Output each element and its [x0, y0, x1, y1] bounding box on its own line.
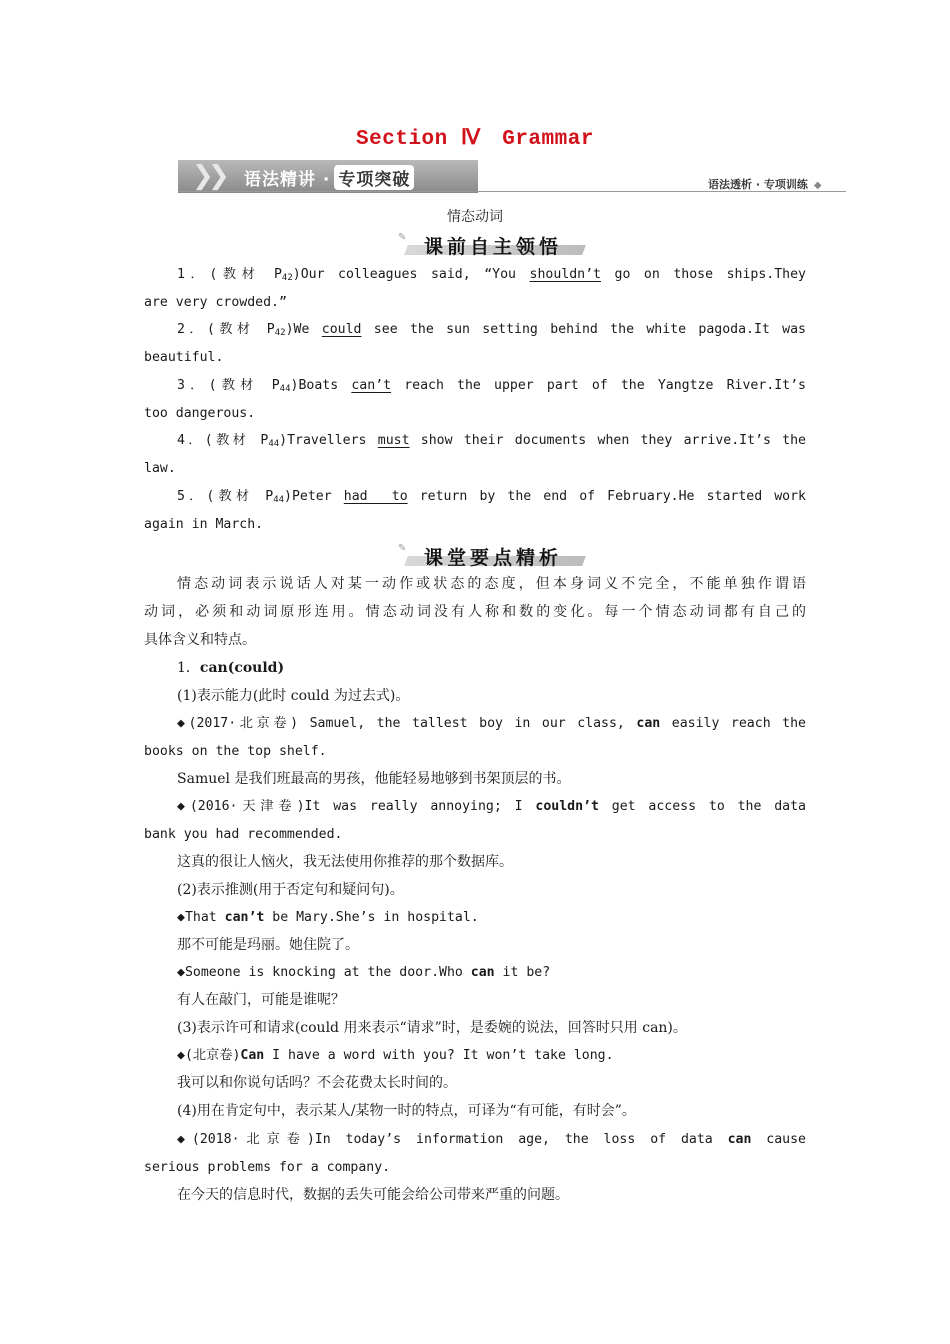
section-banner [178, 160, 478, 193]
pre-class-item-3: 3．(教材 $P_{44})Boats$ can’t reach the upper part of the Yangtze River.It’s [177, 378, 806, 394]
answer-blank: can’t [351, 378, 392, 393]
banner-boxed-label: 专项突破 [334, 165, 414, 190]
intro-line-3: 具体含义和特点。 [144, 632, 256, 648]
pre-class-heading: ✎ 课前自主领悟 [398, 232, 588, 256]
usage-point-4: (4)用在肯定句中，表示某人/某物一时的特点，可译为“有可能，有时会”。 [177, 1103, 636, 1119]
topic-heading: 情态动词 [447, 209, 503, 225]
example-4-translation: 有人在敲门，可能是谁呢？ [177, 992, 345, 1008]
example-1: ◆(2017·北京卷) Samuel, the tallest boy in our class, can easily reach the [177, 716, 806, 731]
banner-label: 语法精讲 · 专项突破 [244, 165, 414, 190]
pencil-icon: ✎ [398, 232, 407, 243]
pre-class-item-4: 4．(教材 $P_{44})Travellers$ must show their documents when they arrive.It’s the [177, 433, 806, 449]
pre-class-item-5: 5．(教材 $P_{44})Peter$ had to return by the end of February.He started work [177, 489, 806, 505]
intro-line-1: 情态动词表示说话人对某一动作或状态的态度，但本身词义不完全，不能单独作谓语 [177, 576, 806, 592]
example-5-translation: 我可以和你说句话吗？不会花费太长时间的。 [177, 1075, 457, 1091]
pre-class-item-1: 1．(教材 $P_{42})Our$ colleagues said, “You shouldn’t go on those ships.They [177, 267, 806, 283]
example-6-translation: 在今天的信息时代，数据的丢失可能会给公司带来严重的问题。 [177, 1187, 569, 1203]
answer-blank: must [377, 433, 410, 448]
example-6-cont: serious problems for a company. [144, 1160, 391, 1175]
diamond-icon: ◆ [813, 180, 822, 191]
pre-class-item-2-cont: beautiful. [144, 350, 224, 365]
usage-point-1: (1)表示能力(此时 could 为过去式)。 [177, 688, 410, 704]
example-6: ◆(2018·北京卷)In today’s information age, the loss of data can cause [177, 1132, 807, 1147]
example-2: ◆(2016·天津卷)It was really annoying; I couldn’t get access to the data [177, 799, 806, 814]
answer-blank: could [321, 322, 362, 337]
example-5: ◆(北京卷)Can I have a word with you? It won’t take long. [177, 1048, 614, 1063]
usage-point-3: (3)表示许可和请求(could 用来表示“请求”时，是委婉的说法，回答时只用 can)。 [177, 1020, 687, 1036]
example-3: ◆That can’t be Mary.She’s in hospital. [177, 910, 479, 925]
example-4: ◆Someone is knocking at the door.Who can it be? [177, 965, 551, 980]
pre-class-item-5-cont: again in March. [144, 517, 264, 532]
usage-point-2: (2)表示推测(用于否定句和疑问句)。 [177, 882, 404, 898]
page-title: Section Ⅳ Grammar [356, 128, 594, 151]
answer-blank: had to [343, 489, 408, 504]
chevron-right-icon: ❯ [208, 161, 230, 191]
chevron-right-icon: ❯ [192, 161, 214, 191]
subsection-title: 1．can(could) [177, 660, 285, 676]
example-1-translation: Samuel 是我们班最高的男孩，他能轻易地够到书架顶层的书。 [177, 771, 571, 787]
in-class-heading: ✎ 课堂要点精析 [398, 543, 588, 567]
intro-line-2: 动词，必须和动词原形连用。情态动词没有人称和数的变化。每一个情态动词都有自己的 [144, 604, 806, 620]
pencil-icon: ✎ [398, 543, 407, 554]
pre-class-item-2: 2．(教材 $P_{42})We$ could see the sun setting behind the white pagoda.It was [177, 322, 806, 338]
banner-right-label: 语法透析 · 专项训练 ◆ [708, 178, 822, 191]
pre-class-item-4-cont: law. [144, 461, 176, 476]
example-1-cont: books on the top shelf. [144, 744, 327, 759]
example-3-translation: 那不可能是玛丽。她住院了。 [177, 937, 359, 953]
answer-blank: shouldn’t [529, 267, 601, 282]
pre-class-item-1-cont: are very crowded.” [144, 295, 287, 310]
example-2-translation: 这真的很让人恼火，我无法使用你推荐的那个数据库。 [177, 854, 513, 870]
pre-class-item-3-cont: too dangerous. [144, 406, 256, 421]
example-2-cont: bank you had recommended. [144, 827, 343, 842]
